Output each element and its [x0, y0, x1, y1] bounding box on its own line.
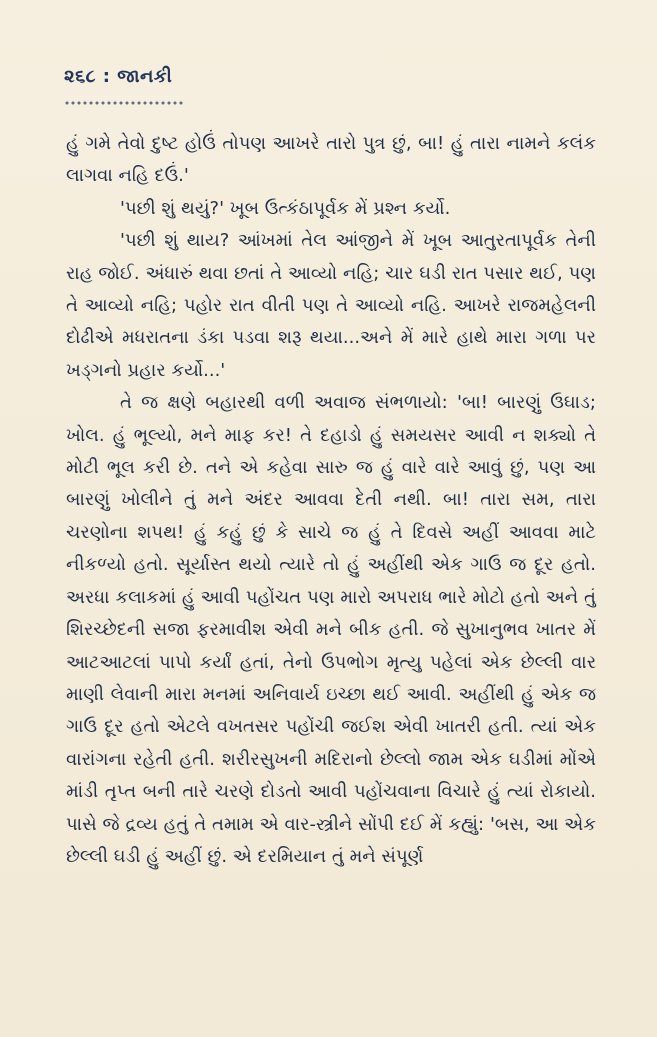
paragraph-1: હું ગમે તેવો દુષ્ટ હોઉં તોપણ આખરે તારો પુત્ર છું, બા! હું તારા નામને કલંક લાગવા નહિ દઉં.': [66, 133, 596, 187]
page-header: ૨૬૮ : જાનકી: [64, 66, 173, 87]
paragraph-3: 'પછી શું થાય? આંખમાં તેલ આંજીને મેં ખૂબ આતુરતાપૂર્વક તેની રાહ જોઈ. અંધારું થવા છતાં તે આવ્યો નહિ; ચાર ઘડી રાત પસાર થઈ, પણ તે આવ્યો નહિ; પહોર રાત વીતી પણ તે આવ્યો નહિ. આખરે રાજમહેલની દોઢીએ મધરાતના ડંકા પડવા શરૂ થયા...અને મેં મારે હાથે મારા ગળા પર ખડ્ગનો પ્રહાર કર્યો...': [66, 230, 596, 381]
header-decorative-rule: [64, 100, 184, 106]
body-text: [66, 128, 596, 873]
paragraph-4: તે જ ક્ષણે બહારથી વળી અવાજ સંભળાયો: 'બા! બારણું ઉઘાડ; ખોલ. હું ભૂલ્યો, મને માફ કર! તે દહાડો હું સમયસર આવી ન શક્યો તે મોટી ભૂલ કરી છે. તને એ કહેવા સારુ જ હું વારે વારે આવું છું, પણ આ બારણું ખોલીને તું મને અંદર આવવા દેતી નથી. બા! તારા સમ, તારા ચરણોના શપથ! હું કહું છું કે સાચે જ હું તે દિવસે અહીં આવવા માટે નીકળ્યો હતો. સૂર્યાસ્ત થયો ત્યારે તો હું અહીંથી એક ગાઉ જ દૂર હતો. અરધા કલાકમાં હું આવી પહોંચત પણ મારો અપરાધ ભારે મોટો હતો અને તું શિરચ્છેદની સજા ફરમાવીશ એવી મને બીક હતી. જે સુખાનુભવ ખાતર મેં આટઆટલાં પાપો કર્યાં હતાં, તેનો ઉપભોગ મૃત્યુ પહેલાં એક છેલ્લી વાર માણી લેવાની મારા મનમાં અનિવાર્ય ઇચ્છા થઈ આવી. અહીંથી હું એક જ ગાઉ દૂર હતો એટલે વખતસર પહોંચી જઈશ એવી ખાતરી હતી. ત્યાં એક વારાંગના રહેતી હતી. શરીરસુખની મદિરાનો છેલ્લો જામ એક ઘડીમાં મોંએ માંડી તૃપ્ત બની તારે ચરણે દોડતો આવી પહોંચવાના વિચારે હું ત્યાં રોકાયો. પાસે જે દ્રવ્ય હતું તે તમામ એ વાર-સ્ત્રીને સોંપી દઈ મેં કહ્યું: 'બસ, આ એક છેલ્લી ઘડી હું અહીં છું. એ દરમિયાન તું મને સંપૂર્ણ: [66, 392, 596, 867]
paragraph-2: 'પછી શું થયું?' ખૂબ ઉત્કંઠાપૂર્વક મેં પ્રશ્ન કર્યો.: [120, 197, 451, 219]
